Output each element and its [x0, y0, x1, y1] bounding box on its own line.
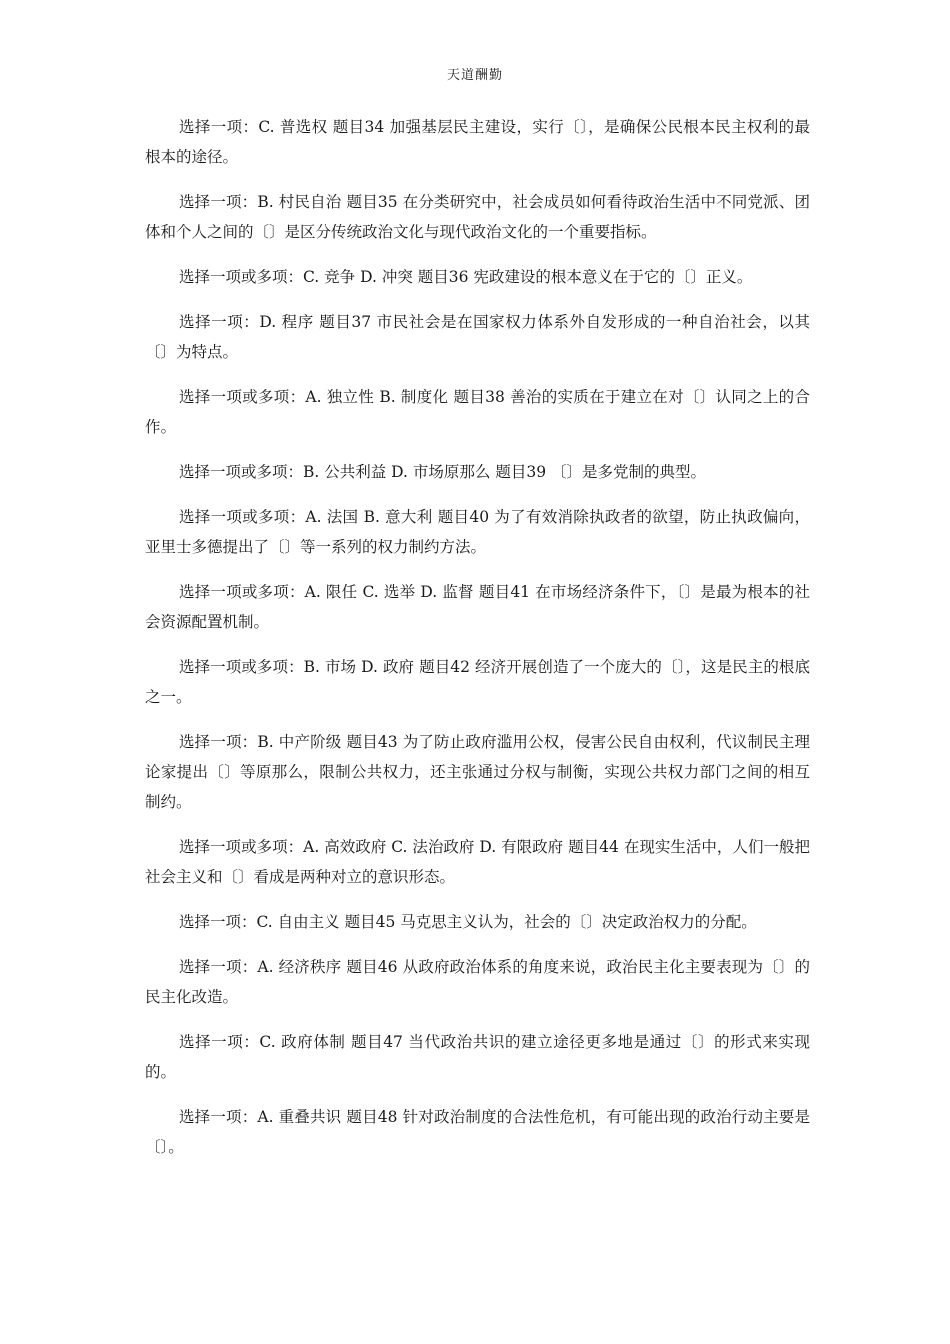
paragraph: 选择一项：B. 村民自治 题目35 在分类研究中，社会成员如何看待政治生活中不同党派、团体和个人之间的〔〕是区分传统政治文化与现代政治文化的一个重要指标。	[145, 193, 810, 241]
paragraph: 选择一项：A. 重叠共识 题目48 针对政治制度的合法性危机，有可能出现的政治行动主要是〔〕。	[145, 1108, 810, 1156]
paragraph: 选择一项或多项：B. 公共利益 D. 市场原那么 题目39 〔〕是多党制的典型。	[179, 463, 706, 481]
paragraph: 选择一项或多项：A. 独立性 B. 制度化 题目38 善治的实质在于建立在对〔〕认同之上的合作。	[145, 388, 810, 436]
paragraph: 选择一项或多项：A. 高效政府 C. 法治政府 D. 有限政府 题目44 在现实生活中，人们一般把社会主义和〔〕看成是两种对立的意识形态。	[145, 838, 810, 886]
paragraph: 选择一项：A. 经济秩序 题目46 从政府政治体系的角度来说，政治民主化主要表现为〔〕的民主化改造。	[145, 958, 810, 1006]
paragraph: 选择一项：C. 政府体制 题目47 当代政治共识的建立途径更多地是通过〔〕的形式来实现的。	[145, 1033, 810, 1081]
paragraph: 选择一项：B. 中产阶级 题目43 为了防止政府滥用公权，侵害公民自由权利，代议制民主理论家提出〔〕等原那么，限制公共权力，还主张通过分权与制衡，实现公共权力部门之间的相互制约。	[145, 733, 810, 811]
paragraph: 选择一项或多项：B. 市场 D. 政府 题目42 经济开展创造了一个庞大的〔〕，这是民主的根底之一。	[145, 658, 810, 706]
paragraph: 选择一项：C. 普选权 题目34 加强基层民主建设，实行〔〕，是确保公民根本民主权利的最根本的途径。	[145, 118, 810, 166]
page-header: 天道酬勤	[446, 68, 503, 83]
paragraph: 选择一项或多项：A. 法国 B. 意大利 题目40 为了有效消除执政者的欲望，防止执政偏向，亚里士多德提出了〔〕等一系列的权力制约方法。	[145, 508, 810, 556]
paragraph: 选择一项或多项：A. 限任 C. 选举 D. 监督 题目41 在市场经济条件下，〔〕是最为根本的社会资源配置机制。	[145, 583, 810, 631]
paragraph: 选择一项：D. 程序 题目37 市民社会是在国家权力体系外自发形成的一种自治社会，以其〔〕为特点。	[145, 313, 810, 361]
document-body	[145, 112, 810, 1177]
paragraph: 选择一项或多项：C. 竞争 D. 冲突 题目36 宪政建设的根本意义在于它的〔〕正义。	[179, 268, 753, 286]
paragraph: 选择一项：C. 自由主义 题目45 马克思主义认为，社会的〔〕决定政治权力的分配。	[179, 913, 757, 931]
